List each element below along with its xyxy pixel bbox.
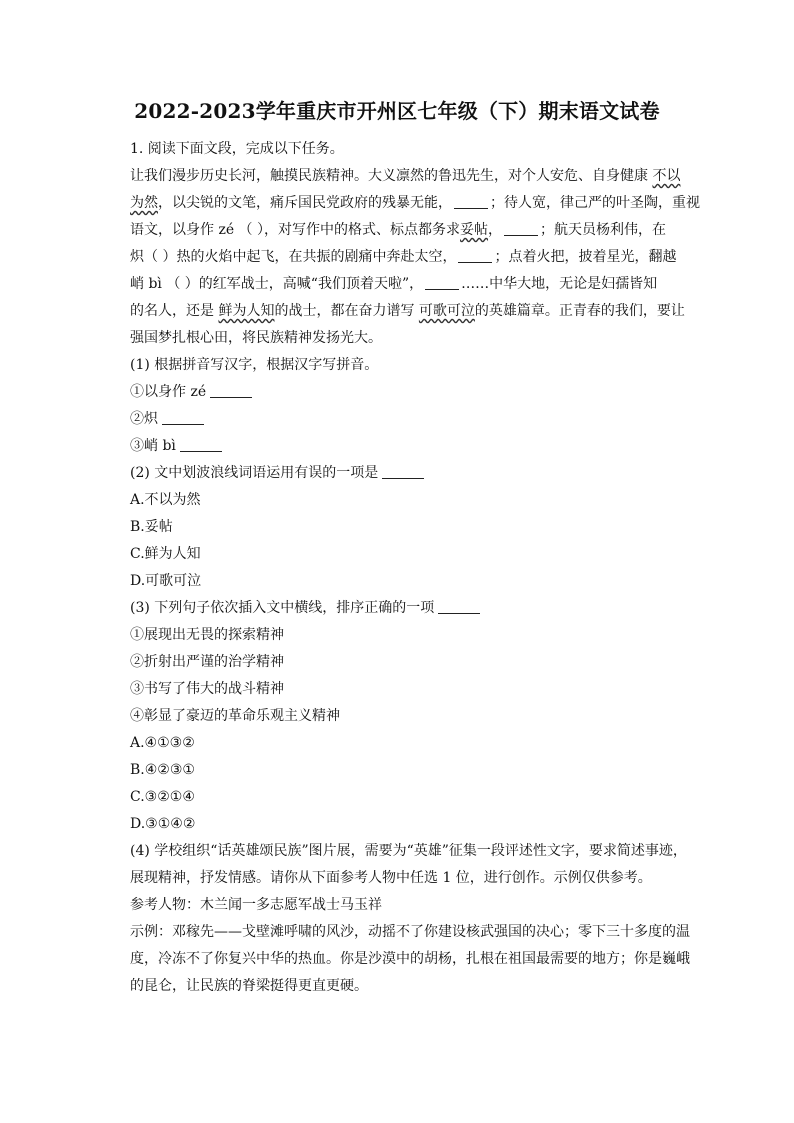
passage-line [130, 190, 700, 217]
option: A.不以为然 [130, 492, 201, 508]
subquestion-4-stem-line: 展现精神，抒发情感。请你从下面参考人物中任选 1 位，进行创作。示例仅供参考。 [130, 870, 652, 886]
sentence: ④彰显了豪迈的革命乐观主义精神 [130, 708, 340, 724]
answer-blank[interactable] [180, 437, 222, 452]
wavy-underlined-word: 妥帖 [460, 222, 489, 238]
answer-blank[interactable] [382, 464, 424, 479]
passage-line [130, 244, 690, 271]
subquestion-1-item [130, 406, 690, 433]
passage-text: 让我们漫步历史长河，触摸民族精神。大义凛然的鲁迅先生，对个人安危、自身健康 [130, 168, 653, 184]
option: C.③②①④ [130, 789, 195, 805]
question-1 [130, 136, 700, 1000]
option: B.妥帖 [130, 519, 173, 535]
passage-line [130, 217, 690, 244]
sentence: ③书写了伟大的战斗精神 [130, 681, 284, 697]
example-line: 度，冷冻不了你复兴中华的热血。你是沙漠中的胡杨，扎根在祖国最需要的地方；你是巍峨 [130, 951, 690, 967]
passage-text: 的战士，都在奋力谱写 [274, 303, 419, 319]
passage [130, 163, 700, 352]
item-text: ③峭 bì [130, 438, 176, 454]
wavy-underlined-word: 为然 [130, 195, 158, 211]
option: D.③①④② [130, 816, 196, 832]
sentence: ②折射出严谨的治学精神 [130, 654, 284, 670]
sentence: ①展现出无畏的探索精神 [130, 627, 284, 643]
page-title: 2022-2023学年重庆市开州区七年级（下）期末语文试卷 [134, 99, 660, 123]
passage-text: ；点着火把，披着星光，翻越 [494, 249, 677, 265]
passage-text: ， [488, 222, 503, 238]
stem-text: (3) 下列句子依次插入文中横线，排序正确的一项 [130, 600, 435, 616]
subquestion-1-item [130, 433, 690, 460]
answer-blank[interactable] [458, 248, 492, 263]
passage-text: 强国梦扎根心田，将民族精神发扬光大。 [130, 330, 382, 346]
passage-text: ，以尖锐的文笔，痛斥国民党政府的残暴无能， [158, 195, 452, 211]
passage-text: ；待人宽，律己严的叶圣陶，重视 [490, 195, 700, 211]
wavy-underlined-word: 可歌可泣 [418, 303, 475, 319]
wavy-underlined-word: 不以 [652, 168, 681, 184]
option: D.可歌可泣 [130, 573, 202, 589]
passage-text: ……中华大地，无论是妇孺皆知 [461, 276, 658, 292]
option: A.④①③② [130, 735, 195, 751]
passage-line [130, 271, 690, 298]
wavy-underlined-word: 鲜为人知 [218, 303, 275, 319]
answer-blank[interactable] [504, 221, 538, 236]
answer-blank[interactable] [210, 383, 252, 398]
passage-line [130, 325, 690, 352]
passage-text: 峭 bì （ ）的红军战士，高喊“我们顶着天啦”， [130, 276, 424, 292]
subquestion-2-stem [130, 460, 690, 487]
passage-text: 的名人，还是 [130, 303, 219, 319]
option: B.④②③① [130, 762, 195, 778]
reference-figures: 参考人物：木兰闻一多志愿军战士马玉祥 [130, 897, 382, 913]
passage-text: 语文，以身作 zé （ ），对写作中的格式、标点都务求 [130, 222, 461, 238]
example-line: 示例：邓稼先——戈壁滩呼啸的风沙，动摇不了你建设核武强国的决心；零下三十多度的温 [130, 924, 690, 940]
passage-text: 炽（ ）热的火焰中起飞，在共振的剧痛中奔赴太空， [130, 249, 457, 265]
subquestion-1-stem: (1) 根据拼音写汉字，根据汉字写拼音。 [130, 357, 379, 373]
question-intro: 1. 阅读下面文段，完成以下任务。 [130, 141, 344, 157]
item-text: ①以身作 zé [130, 384, 207, 400]
passage-text: ；航天员杨利伟，在 [540, 222, 667, 238]
answer-blank[interactable] [162, 410, 204, 425]
subquestion-1-item [130, 379, 690, 406]
subquestion-3-stem [130, 595, 690, 622]
answer-blank[interactable] [454, 194, 488, 209]
passage-text: 的英雄篇章。正青春的我们，要让 [474, 303, 685, 319]
example-line: 的昆仑，让民族的脊梁挺得更直更硬。 [130, 978, 368, 994]
passage-line [130, 163, 690, 190]
option: C.鲜为人知 [130, 546, 201, 562]
stem-text: (2) 文中划波浪线词语运用有误的一项是 [130, 465, 379, 481]
answer-blank[interactable] [425, 275, 459, 290]
answer-blank[interactable] [438, 599, 480, 614]
item-text: ②炽 [130, 411, 158, 427]
passage-line [130, 298, 690, 325]
subquestion-4-stem-line: (4) 学校组织“话英雄颂民族”图片展，需要为“英雄”征集一段评述性文字，要求简述事迹， [130, 843, 687, 859]
